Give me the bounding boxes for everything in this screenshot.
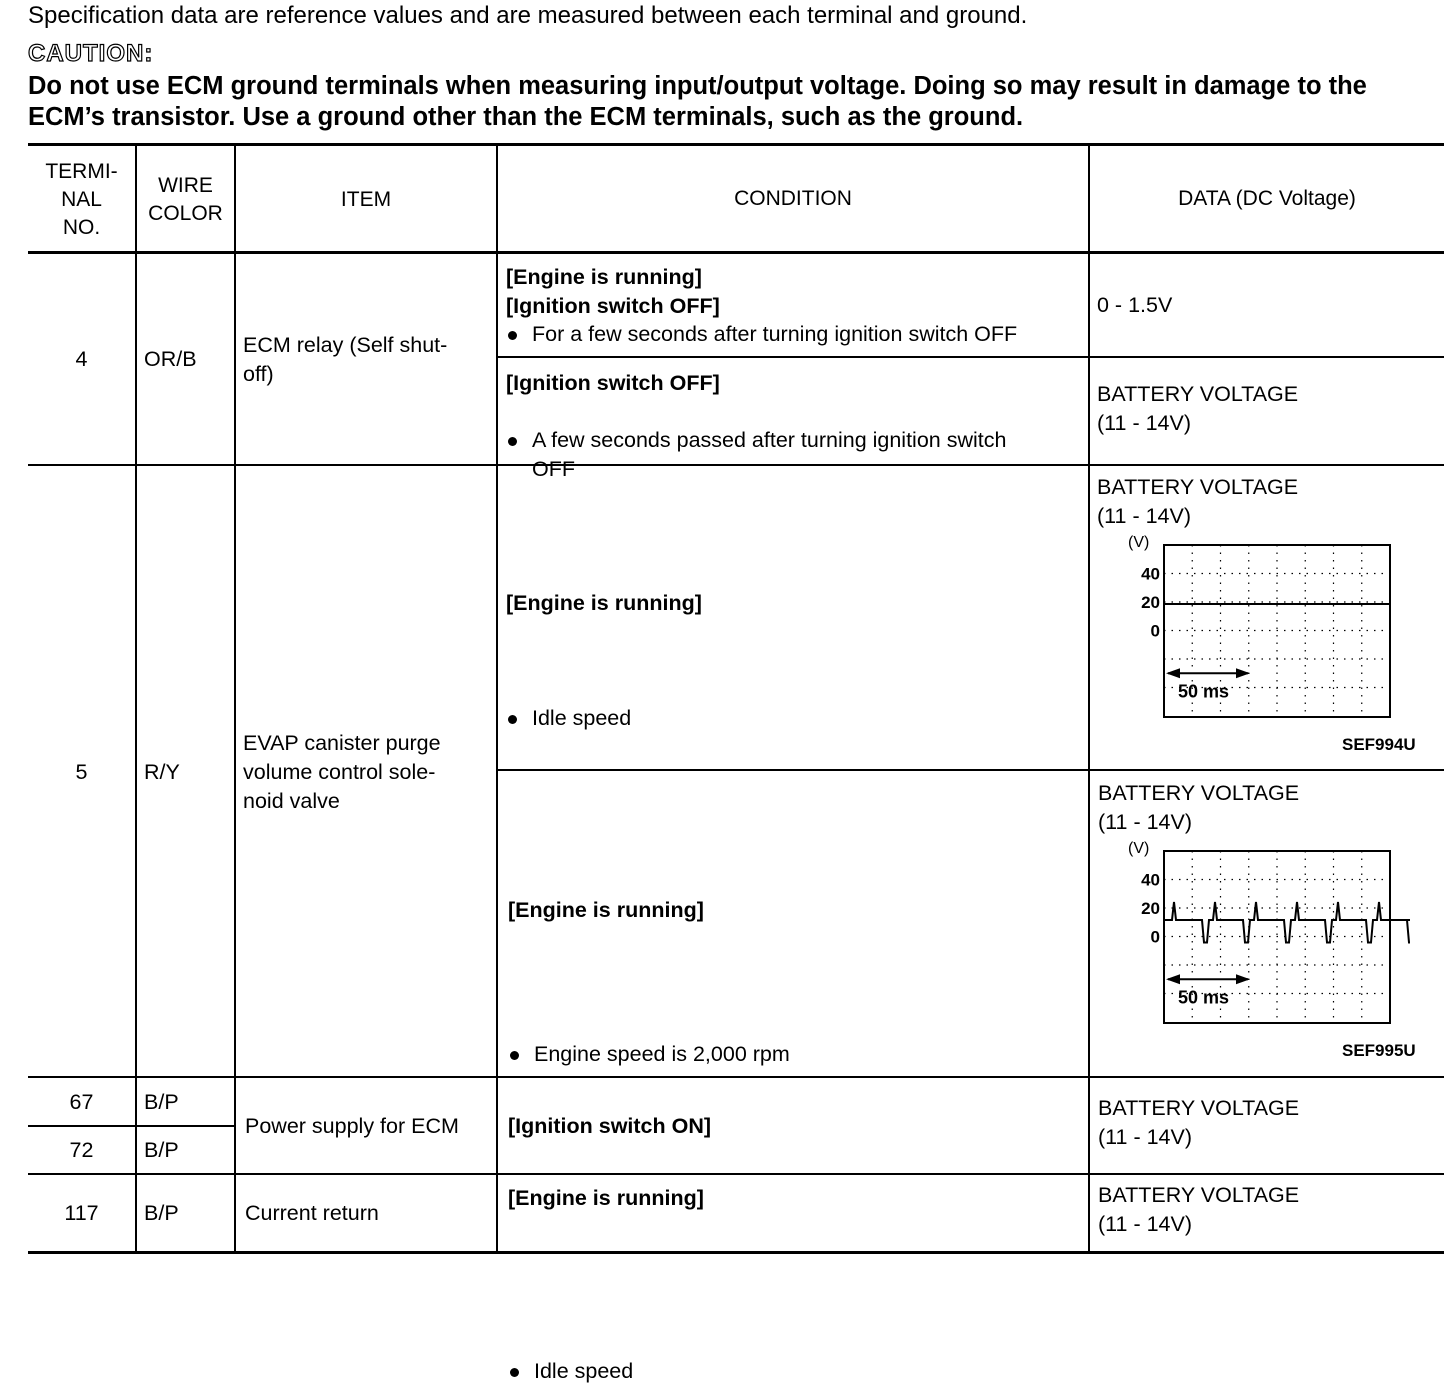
terminal-number: 5 <box>75 760 88 784</box>
column-divider <box>1088 146 1090 1251</box>
condition-heading: [Engine is running] <box>506 265 702 289</box>
wire-color: B/P <box>144 1138 179 1162</box>
terminal-number: 4 <box>75 347 88 371</box>
table-top-rule <box>28 143 1444 146</box>
figure-code: SEF994U <box>1342 735 1416 754</box>
data-value: BATTERY VOLTAGE (11 - 14V) <box>1097 475 1299 528</box>
terminal-spec-table <box>28 143 1444 1383</box>
terminal-number: 117 <box>64 1201 99 1225</box>
condition-bullet: Idle speed <box>506 704 1110 733</box>
condition-bullet: Idle speed <box>508 1357 1112 1386</box>
header-terminal-no: TERMI- NAL NO. <box>45 160 118 239</box>
figure-code: SEF995U <box>1342 1041 1416 1060</box>
data-value: BATTERY VOLTAGE (11 - 14V) <box>1097 382 1299 435</box>
data-value: BATTERY VOLTAGE (11 - 14V) <box>1098 1096 1300 1149</box>
idle-speed-waveform <box>1120 535 1410 725</box>
terminal-number: 72 <box>69 1138 94 1162</box>
2000rpm-waveform <box>1120 841 1410 1031</box>
condition-bullet: For a few seconds after turning ignition switch OFF <box>506 320 1110 349</box>
condition-bullet: Engine speed is 2,000 rpm <box>508 1040 1112 1069</box>
terminal-number: 67 <box>69 1090 94 1114</box>
row-divider <box>28 1125 236 1127</box>
condition-heading: [Engine is running] <box>506 591 702 615</box>
data-value: 0 - 1.5V <box>1097 293 1173 317</box>
data-value: BATTERY VOLTAGE (11 - 14V) <box>1098 781 1300 834</box>
y-axis-unit: (V) <box>1128 841 1150 857</box>
row-divider <box>28 1076 1444 1078</box>
condition-heading: [Ignition switch ON] <box>508 1114 712 1138</box>
condition-heading: [Engine is running] <box>508 898 704 922</box>
header-bottom-rule <box>28 251 1444 254</box>
header-item: ITEM <box>340 188 392 211</box>
header-data: DATA (DC Voltage) <box>1178 187 1356 210</box>
column-divider <box>496 146 498 1251</box>
table-bottom-rule <box>28 1251 1444 1254</box>
wire-color: OR/B <box>144 347 197 371</box>
time-scale-label: 50 ms <box>1178 681 1230 702</box>
wire-color: B/P <box>144 1201 179 1225</box>
row-divider <box>496 356 1444 358</box>
intro-text: Specification data are reference values and are measured between each terminal and ground. <box>28 2 1028 29</box>
y-tick-label: 20 <box>1141 899 1160 918</box>
y-tick-label: 40 <box>1141 564 1160 584</box>
y-tick-label: 0 <box>1150 927 1160 947</box>
data-value: BATTERY VOLTAGE (11 - 14V) <box>1098 1183 1300 1236</box>
condition-bullet: A few seconds passed after turning ignition switch OFF <box>506 426 1110 484</box>
wire-color: R/Y <box>144 760 180 784</box>
wire-color: B/P <box>144 1090 179 1114</box>
header-wire-color: WIRE COLOR <box>148 174 223 225</box>
caution-text: Do not use ECM ground terminals when measuring input/output voltage. Doing so may result in damage to the ECM’s transistor. Use a ground other than the ECM terminals, such as the ground. <box>28 72 1367 131</box>
item-name: Power supply for ECM <box>245 1114 459 1138</box>
column-divider <box>135 146 137 1251</box>
condition-heading: [Engine is running] <box>508 1186 704 1210</box>
item-name: Current return <box>245 1201 379 1225</box>
condition-heading: [Ignition switch OFF] <box>506 294 720 318</box>
item-name: EVAP canister purge volume control sole- noid valve <box>243 731 441 813</box>
row-divider <box>496 769 1444 771</box>
y-tick-label: 0 <box>1150 621 1160 641</box>
y-axis-unit: (V) <box>1128 535 1150 551</box>
y-tick-label: 40 <box>1141 870 1160 890</box>
time-scale-label: 50 ms <box>1178 987 1230 1008</box>
y-tick-label: 20 <box>1141 593 1160 612</box>
header-condition: CONDITION <box>734 187 852 210</box>
column-divider <box>234 146 236 1251</box>
caution-label: CAUTION: <box>28 40 154 67</box>
row-divider <box>28 1173 1444 1175</box>
condition-heading: [Ignition switch OFF] <box>506 371 720 395</box>
item-name: ECM relay (Self shut- off) <box>243 333 448 386</box>
